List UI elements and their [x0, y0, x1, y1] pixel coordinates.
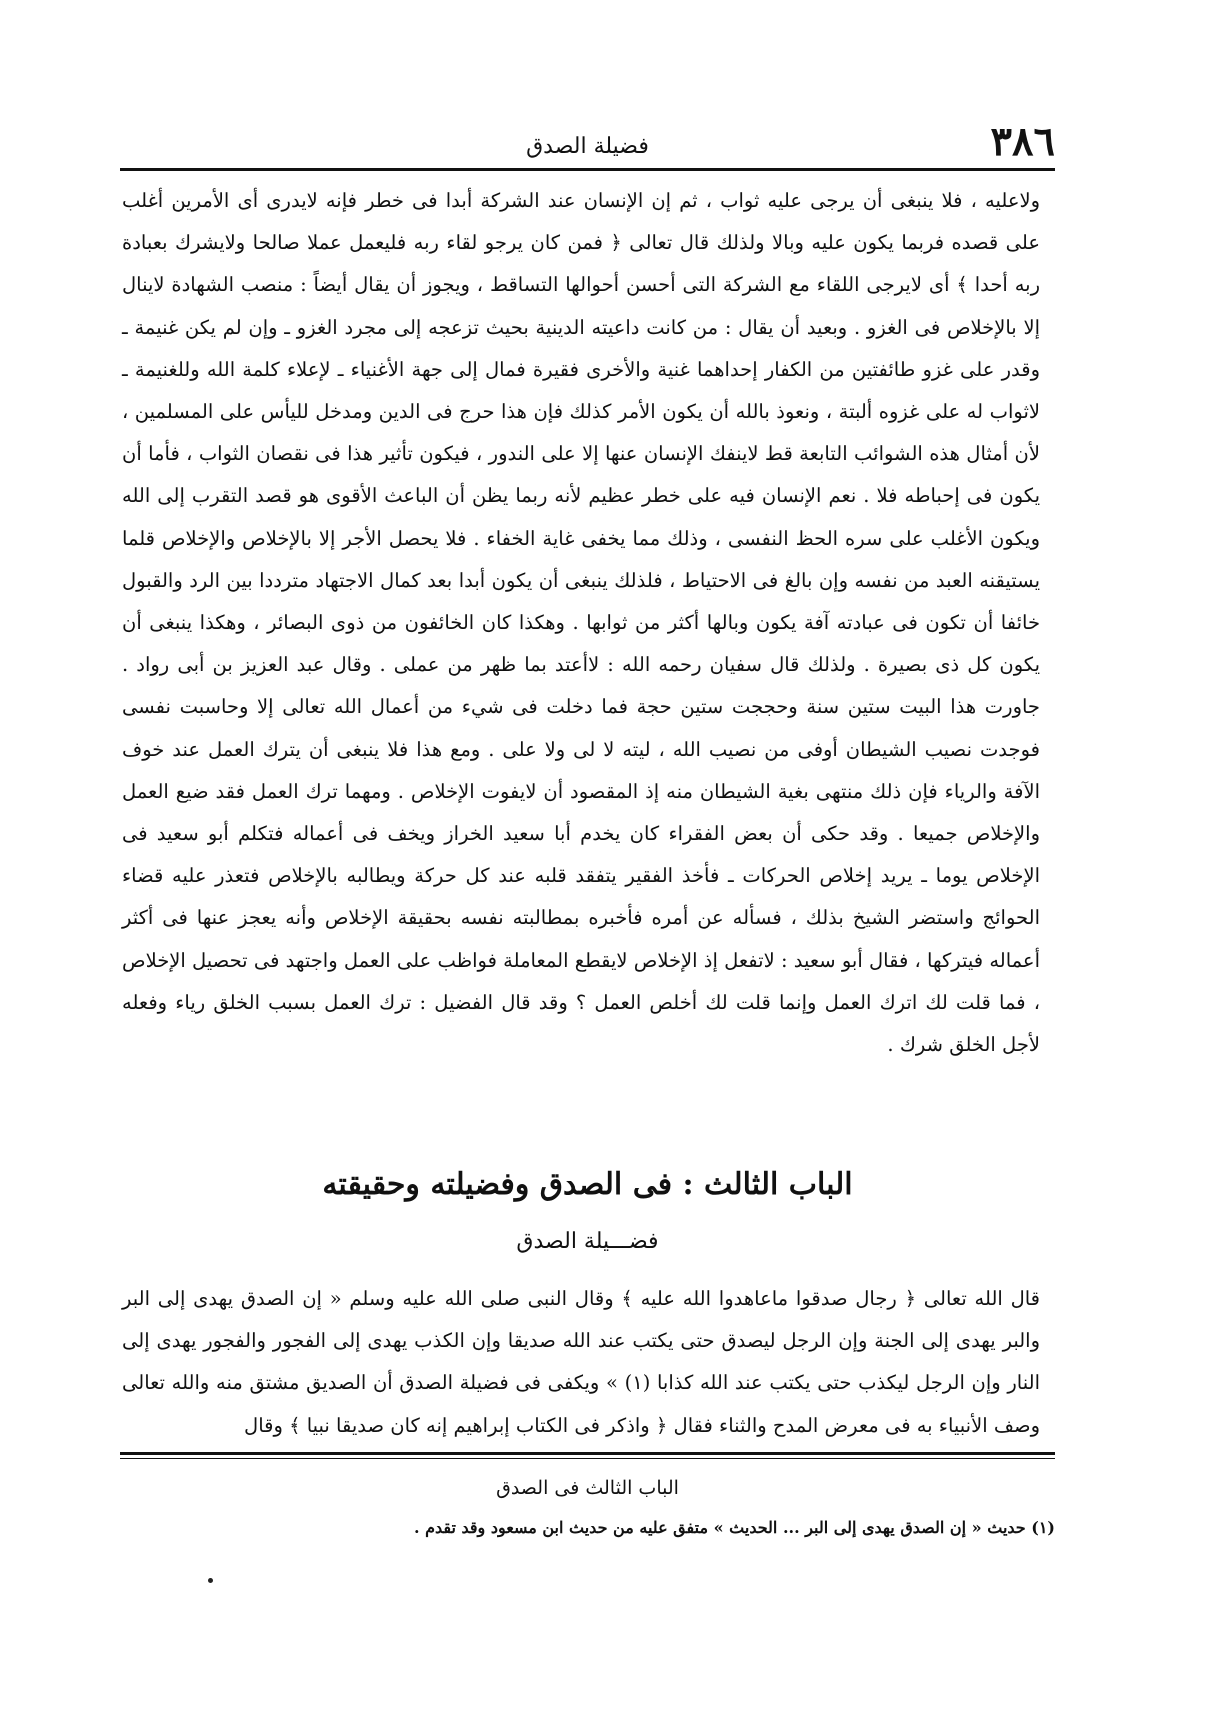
- chapter-heading: الباب الثالث : فى الصدق وفضيلته وحقيقته: [322, 1167, 853, 1202]
- section-subheading: فضـــيلة الصدق: [516, 1229, 659, 1254]
- footnote: (١) حديث « إن الصدق يهدى إلى البر ... الحديث » متفق عليه من حديث ابن مسعود وقد تقدم .: [413, 1518, 1055, 1537]
- ink-dot: [208, 1578, 213, 1583]
- body-paragraph: ولاعليه ، فلا ينبغى أن يرجى عليه ثواب ، ثم إن الإنسان عند الشركة أبدا فى خطر فإنه لايدرى أى الأمرين أغلب على قصده فربما يكون عليه وبالا ولذلك قال تعالى ﴿ فمن كان يرجو لقاء ربه فليعمل عملا صالحا ولايشرك بعبادة ربه أحدا ﴾ أى لايرجى اللقاء مع الشركة التى أحسن أحوالها التساقط ، ويجوز أن يقال أيضاً : منصب الشهادة لاينال إلا بالإخلاص فى الغزو . وبعيد أن يقال : من كانت داعيته الدينية بحيث تزعجه إلى مجرد الغزو ـ وإن لم يكن غنيمة ـ وقدر على غزو طائفتين من الكفار إحداهما غنية والأخرى فقيرة فمال إلى جهة الأغنياء ـ لإعلاء كلمة الله وللغنيمة ـ لاثواب له على غزوه ألبتة ، ونعوذ بالله أن يكون الأمر كذلك فإن هذا حرج فى الدين ومدخل لليأس على المسلمين ، لأن أمثال هذه الشوائب التابعة قط لاينفك الإنسان عنها إلا على الندور ، فيكون تأثير هذا فى نقصان الثواب ، فأما أن يكون فى إحباطه فلا . نعم الإنسان فيه على خطر عظيم لأنه ربما يظن أن الباعث الأقوى هو قصد التقرب إلى الله ويكون الأغلب على سره الحظ النفسى ، وذلك مما يخفى غاية الخفاء . فلا يحصل الأجر إلا بالإخلاص والإخلاص قلما يستيقنه العبد من نفسه وإن بالغ فى الاحتياط ، فلذلك ينبغى أن يكون أبدا بعد كمال الاجتهاد مترددا بين الرد والقبول خائفا أن تكون فى عبادته آفة يكون وبالها أكثر من ثوابها . وهكذا كان الخائفون من ذوى البصائر ، وهكذا ينبغى أن يكون كل ذى بصيرة . ولذلك قال سفيان رحمه الله : لاأعتد بما ظهر من عملى . وقال عبد العزيز بن أبى رواد . جاورت هذا البيت ستين سنة وحججت ستين حجة فما دخلت فى شيء من أعمال الله تعالى إلا وحاسبت نفسى فوجدت نصيب الشيطان أوفى من نصيب الله ، ليته لا لى ولا على . ومع هذا فلا ينبغى أن يترك العمل عند خوف الآفة والرياء فإن ذلك منتهى بغية الشيطان منه إذ المقصود أن لايفوت الإخلاص . ومهما ترك العمل فقد ضيع العمل والإخلاص جميعا . وقد حكى أن بعض الفقراء كان يخدم أبا سعيد الخراز ويخف فى أعماله فتكلم أبو سعيد فى الإخلاص يوما ـ يريد إخلاص الحركات ـ فأخذ الفقير يتفقد قلبه عند كل حركة ويطالبه بالإخلاص فتعذر عليه قضاء الحوائج واستضر الشيخ بذلك ، فسأله عن أمره فأخبره بمطالبته نفسه بحقيقة الإخلاص وأنه يعجز عنها فى أكثر أعماله فيتركها ، فقال أبو سعيد : لاتفعل إذ الإخلاص لايقطع المعاملة فواظب على العمل واجتهد فى تحصيل الإخلاص ، فما قلت لك اترك العمل وإنما قلت لك أخلص العمل ؟ وقد قال الفضيل : ترك العمل بسبب الخلق رياء وفعله لأجل الخلق شرك .: [122, 189, 1040, 1057]
- section-paragraph: قال الله تعالى ﴿ رجال صدقوا ماعاهدوا الله عليه ﴾ وقال النبى صلى الله عليه وسلم « إن الصدق يهدى إلى البر والبر يهدى إلى الجنة وإن الرجل ليصدق حتى يكتب عند الله صديقا وإن الكذب يهدى إلى الفجور والفجور يهدى إلى النار وإن الرجل ليكذب حتى يكتب عند الله كذابا (١) » ويكفى فى فضيلة الصدق أن الصديق مشتق منه والله تعالى وصف الأنبياء به فى معرض المدح والثناء فقال ﴿ واذكر فى الكتاب إبراهيم إنه كان صديقا نبيا ﴾ وقال: [122, 1287, 1040, 1437]
- footer-rule: [120, 1452, 1055, 1455]
- body-text: [122, 180, 1040, 1066]
- footer-rule-thin: [120, 1458, 1055, 1459]
- page-number: ٣٨٦: [990, 118, 1055, 165]
- footer-chapter-label: الباب الثالث فى الصدق: [496, 1477, 679, 1499]
- section-text: [122, 1278, 1040, 1447]
- page-header: [120, 118, 1055, 174]
- header-rule: [120, 168, 1055, 171]
- running-title: فضيلة الصدق: [526, 134, 649, 159]
